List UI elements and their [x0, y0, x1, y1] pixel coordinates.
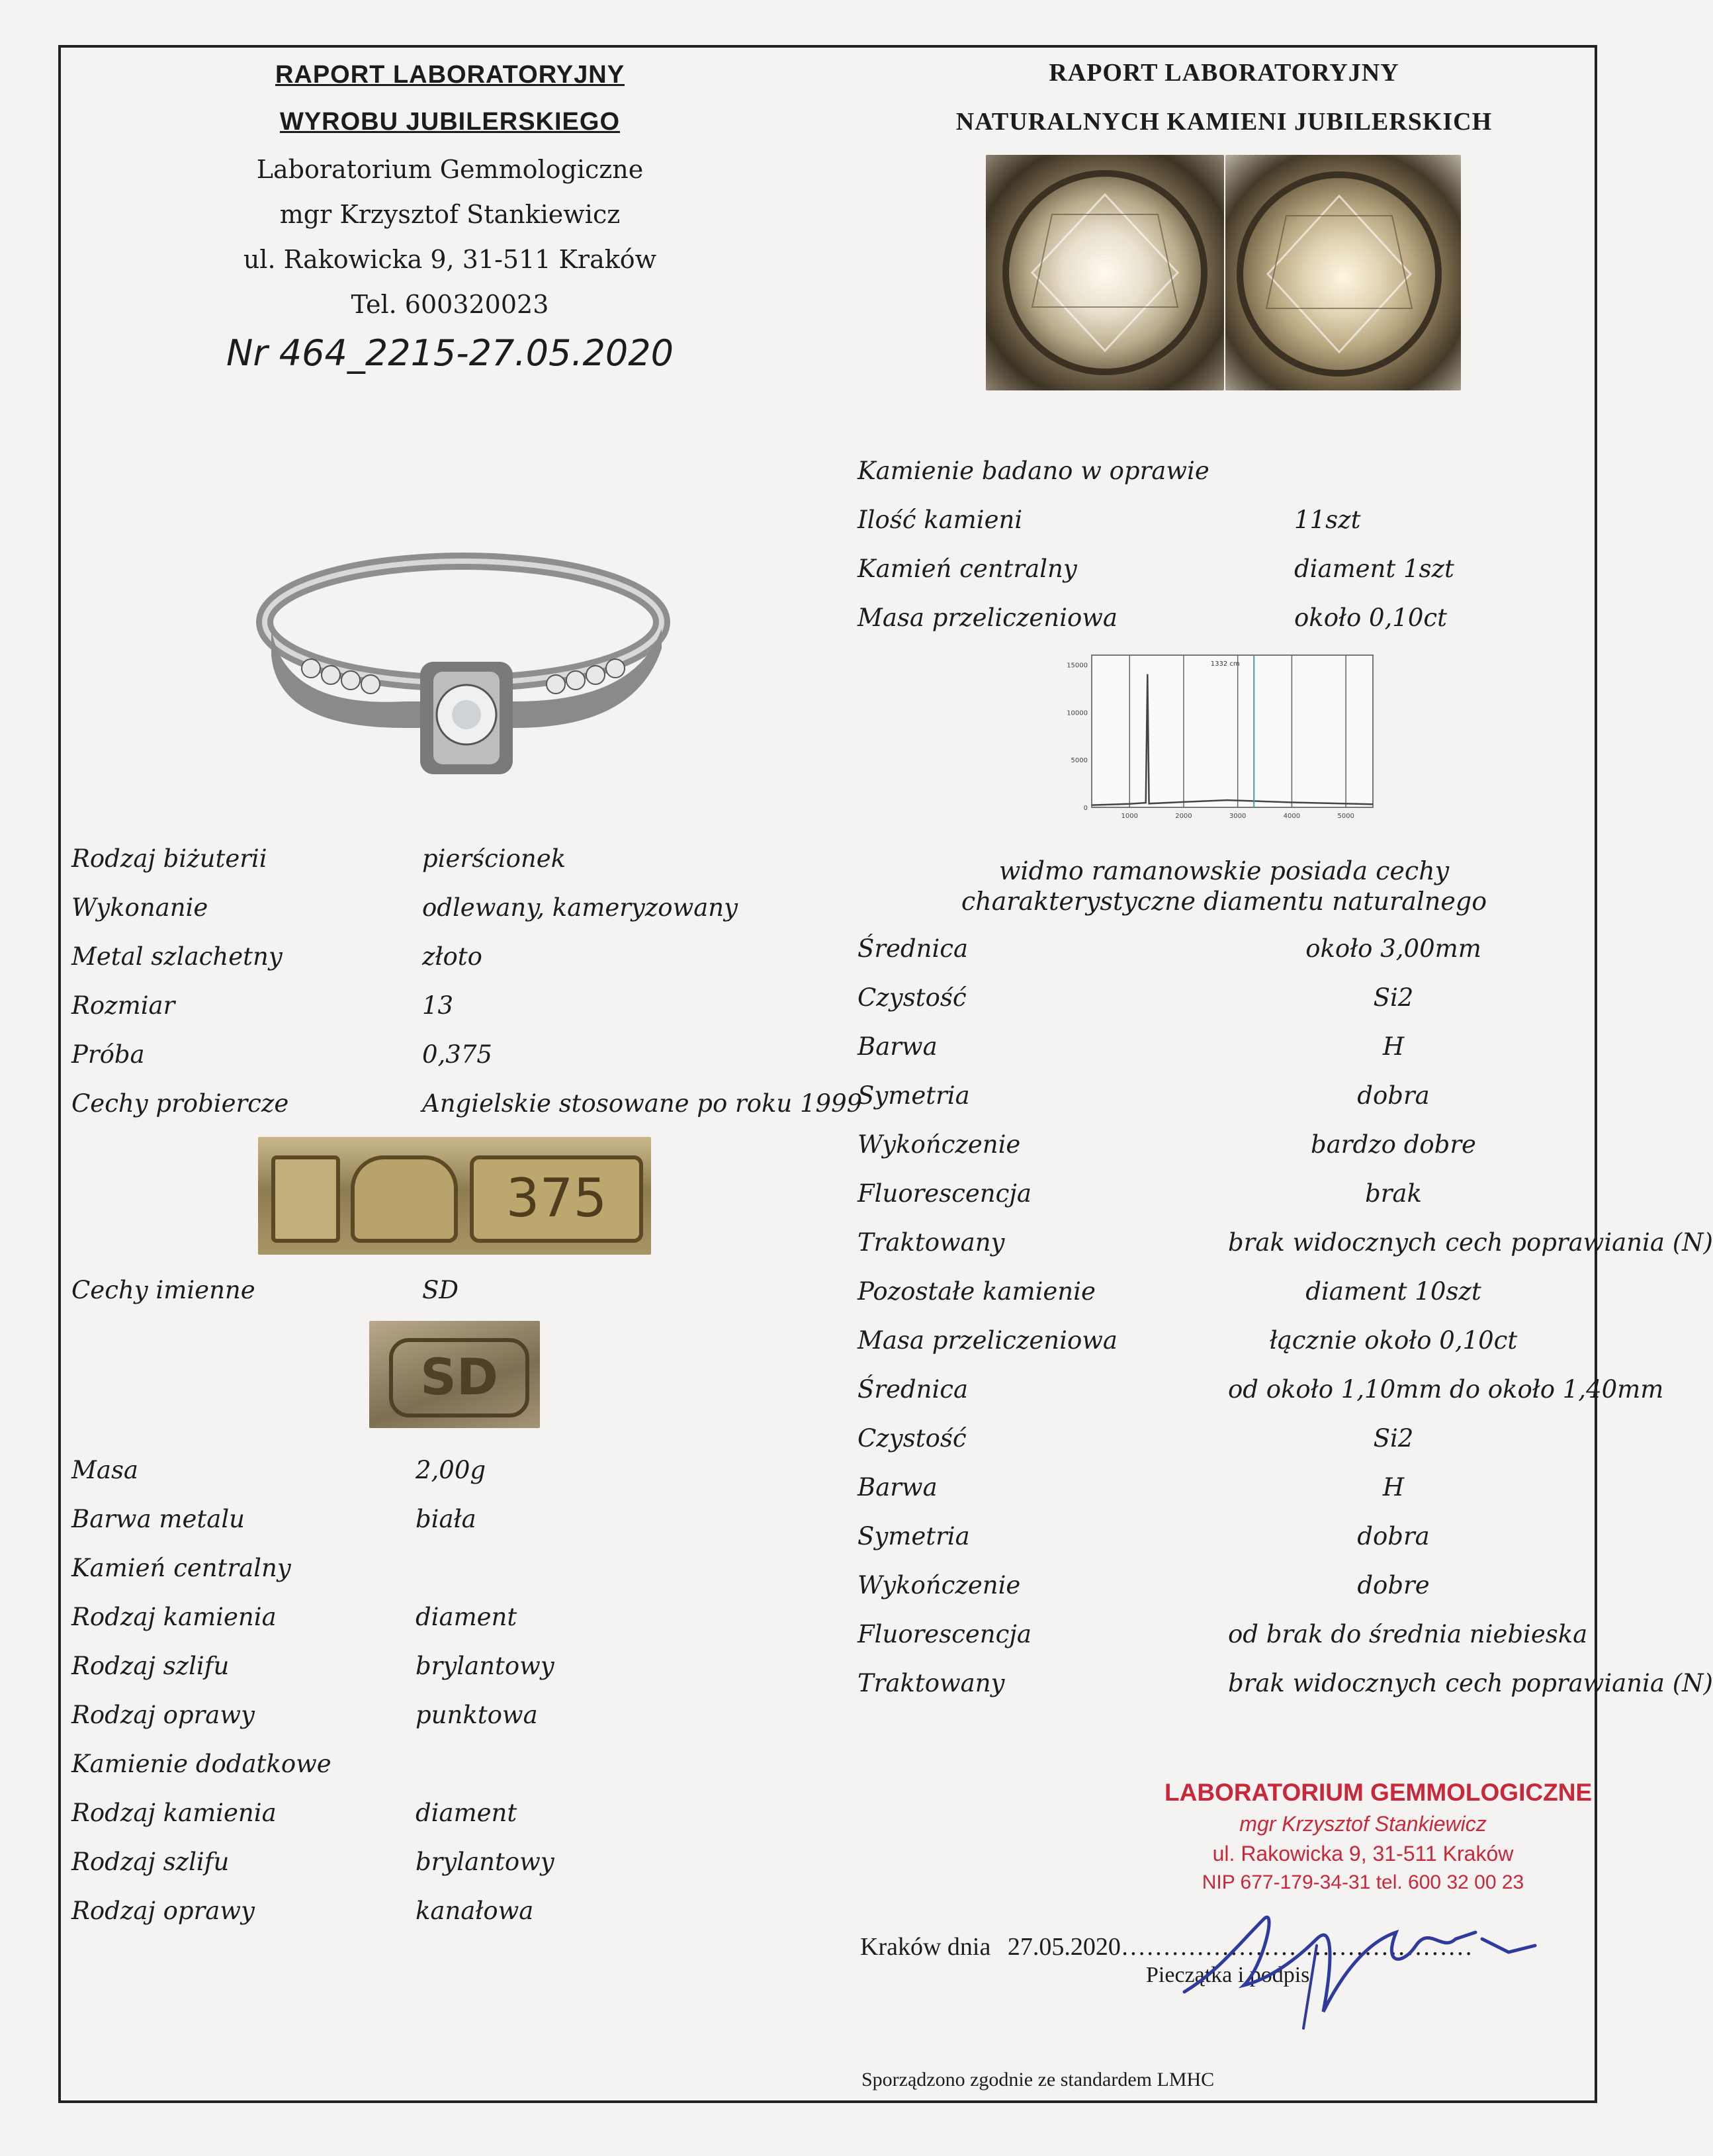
spectrum-x-ticks [1121, 813, 1354, 820]
row-value: pierścionek [422, 844, 566, 873]
hallmark-leopard-mark [271, 1155, 340, 1243]
maker-sd-mark: SD [389, 1338, 529, 1417]
hallmark-photo [258, 1137, 651, 1255]
row-value: dobre [1357, 1571, 1430, 1599]
row-value: łącznie około 0,10ct [1269, 1326, 1518, 1355]
maker-mark-photo [369, 1321, 540, 1428]
row-value: Si2 [1373, 983, 1414, 1012]
handwritten-signature [1164, 1879, 1588, 2032]
spectrum-x-tick-label: 4000 [1283, 813, 1301, 820]
spectrum-x-tick-label: 5000 [1337, 813, 1354, 820]
row-label: Wykonanie [71, 893, 208, 922]
spectrum-y-ticks [1067, 662, 1088, 812]
spectrum-x-tick-label: 1000 [1121, 813, 1138, 820]
row-label: Symetria [857, 1081, 970, 1110]
diamond-facets-2 [1225, 155, 1461, 390]
row-label: Barwa [857, 1032, 938, 1061]
spectrum-peak-label: 1332 cm [1210, 660, 1240, 668]
row-label: Symetria [857, 1522, 970, 1550]
row-value: Si2 [1373, 1424, 1414, 1453]
row-value: dobra [1357, 1522, 1430, 1550]
lab-person: mgr Krzysztof Stankiewicz [279, 200, 621, 229]
row-value: 0,375 [422, 1040, 492, 1069]
row-value: bardzo dobre [1311, 1130, 1476, 1159]
row-label: Rodzaj kamienia [71, 1603, 277, 1631]
row-label: Metal szlachetny [71, 942, 283, 971]
red-stamp [1164, 1779, 1593, 1894]
stones-report-title: RAPORT LABORATORYJNY [1049, 59, 1399, 87]
row-value: około 0,10ct [1294, 604, 1447, 632]
row-label: Barwa metalu [71, 1505, 245, 1533]
signature-dots: …………………………………… [1120, 1933, 1473, 1961]
row-label: Kamienie dodatkowe [71, 1750, 331, 1778]
row-value: H [1382, 1473, 1405, 1502]
row-value: 11szt [1294, 506, 1361, 534]
lab-phone: Tel. 600320023 [351, 290, 549, 319]
stones-intro: Kamienie badano w oprawie [857, 457, 1209, 485]
place-date-label: Kraków dnia [860, 1933, 991, 1961]
row-label: Rodzaj szlifu [71, 1848, 230, 1876]
row-label: Rozmiar [71, 991, 175, 1020]
row-value: od około 1,10mm do około 1,40mm [1228, 1375, 1664, 1404]
row-label: Czystość [857, 983, 967, 1012]
spectrum-y-tick-label: 0 [1083, 805, 1088, 812]
row-value: brak [1365, 1179, 1422, 1208]
row-value: punktowa [416, 1701, 538, 1729]
spectrum-y-tick-label: 5000 [1071, 757, 1088, 765]
maker-label: Cechy imienne [71, 1276, 255, 1304]
row-label: Wykończenie [857, 1571, 1021, 1599]
report-subtitle: WYROBU JUBILERSKIEGO [279, 108, 621, 136]
signature-label: Pieczątka i podpis [1146, 1963, 1310, 1987]
row-value: 2,00g [416, 1456, 486, 1484]
row-label: Średnica [857, 934, 969, 963]
row-label: Cechy probiercze [71, 1089, 289, 1118]
row-value: około 3,00mm [1305, 934, 1481, 963]
row-value: diament 10szt [1305, 1277, 1481, 1306]
row-value: brak widocznych cech poprawiania (N) [1228, 1228, 1713, 1257]
row-label: Czystość [857, 1424, 967, 1453]
row-value: kanałowa [416, 1897, 534, 1925]
spectrum-x-tick-label: 3000 [1229, 813, 1247, 820]
raman-spectrum-chart [1052, 649, 1383, 834]
row-value: Angielskie stosowane po roku 1999 [422, 1089, 863, 1118]
standard-note: Sporządzono zgodnie ze standardem LMHC [861, 2069, 1215, 2090]
report-title: RAPORT LABORATORYJNY [275, 61, 625, 89]
diamond-facets-1 [986, 155, 1224, 390]
hallmark-375-mark: 375 [470, 1155, 643, 1243]
stones-report-subtitle: NATURALNYCH KAMIENI JUBILERSKICH [955, 108, 1493, 136]
row-label: Rodzaj biżuterii [71, 844, 267, 873]
maker-value: SD [422, 1276, 459, 1304]
row-label: Masa przeliczeniowa [857, 1326, 1118, 1355]
row-value: biała [416, 1505, 476, 1533]
row-label: Masa [71, 1456, 138, 1484]
lab-address: ul. Rakowicka 9, 31-511 Kraków [243, 245, 657, 274]
row-value: odlewany, kameryzowany [422, 893, 738, 922]
right-header [860, 58, 1588, 136]
diamond-photo-1 [986, 155, 1224, 390]
stamp-line-2: mgr Krzysztof Stankiewicz [1239, 1812, 1487, 1836]
report-date: 27.05.2020 [1007, 1933, 1121, 1961]
spectrum-y-tick-label: 15000 [1067, 662, 1088, 670]
row-value: brylantowy [416, 1848, 554, 1876]
row-label: Rodzaj szlifu [71, 1652, 230, 1680]
row-label: Wykończenie [857, 1130, 1021, 1159]
report-number: Nr 464_2215-27.05.2020 [226, 332, 674, 374]
spectrum-y-tick-label: 10000 [1067, 709, 1088, 717]
row-label: Fluorescencja [857, 1179, 1032, 1208]
row-label: Rodzaj oprawy [71, 1897, 255, 1925]
diamond-photo-2 [1225, 155, 1461, 390]
spectrum-plot-area [1092, 655, 1373, 807]
row-value: diament [416, 1799, 517, 1827]
row-value: diament 1szt [1294, 555, 1454, 583]
row-label: Barwa [857, 1473, 938, 1502]
stamp-line-1: LABORATORIUM GEMMOLOGICZNE [1164, 1779, 1593, 1806]
row-label: Rodzaj kamienia [71, 1799, 277, 1827]
row-label: Traktowany [857, 1669, 1005, 1697]
row-value: od brak do średnia niebieska [1228, 1620, 1588, 1648]
row-label: Rodzaj oprawy [71, 1701, 255, 1729]
row-value: złoto [422, 942, 482, 971]
spectrum-caption-2: charakterystyczne diamentu naturalnego [961, 887, 1487, 916]
row-value: diament [416, 1603, 517, 1631]
left-header [152, 61, 748, 374]
row-label: Fluorescencja [857, 1620, 1032, 1648]
row-label: Średnica [857, 1375, 969, 1404]
ring-photo [238, 536, 701, 801]
hallmark-9-mark [351, 1155, 458, 1243]
spectrum-x-tick-label: 2000 [1175, 813, 1192, 820]
stamp-line-3: ul. Rakowicka 9, 31-511 Kraków [1212, 1842, 1514, 1865]
row-value: H [1382, 1032, 1405, 1061]
row-label: Traktowany [857, 1228, 1005, 1257]
row-value: dobra [1357, 1081, 1430, 1110]
row-label: Pozostałe kamienie [857, 1277, 1096, 1306]
row-label: Ilość kamieni [857, 506, 1023, 534]
row-label: Masa przeliczeniowa [857, 604, 1118, 632]
row-label: Kamień centralny [857, 555, 1077, 583]
lab-name: Laboratorium Gemmologiczne [256, 155, 644, 184]
row-label: Kamień centralny [71, 1554, 291, 1582]
row-value: brak widocznych cech poprawiania (N) [1228, 1669, 1713, 1697]
row-value: brylantowy [416, 1652, 554, 1680]
row-value: 13 [422, 991, 454, 1020]
row-label: Próba [71, 1040, 145, 1069]
spectrum-caption-1: widmo ramanowskie posiada cechy [998, 856, 1450, 885]
stamp-line-4: NIP 677-179-34-31 tel. 600 32 00 23 [1202, 1871, 1524, 1893]
